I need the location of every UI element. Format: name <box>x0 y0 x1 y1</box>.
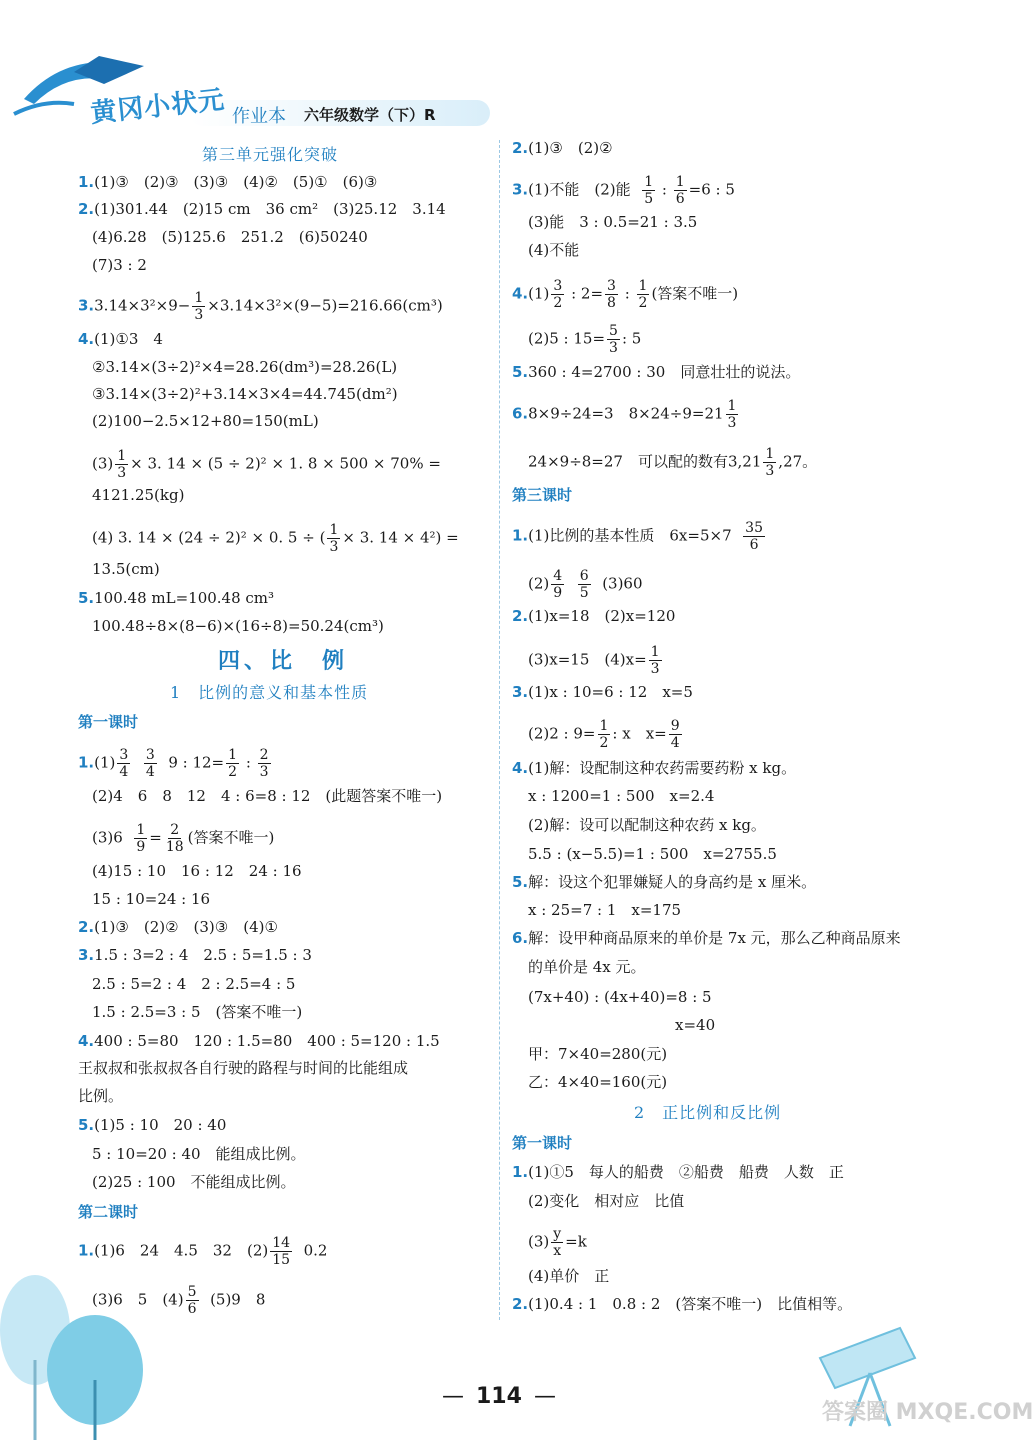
fraction: $\frac{5}{3}$ <box>609 323 618 356</box>
answer-text: (1)301.44 (2)15 cm 36 cm² (3)25.12 3.14 <box>94 200 446 218</box>
fraction: $\frac{1}{2}$ <box>228 747 238 780</box>
subsection-title: 2 正比例和反比例 <box>634 1103 782 1122</box>
question-number: 4. <box>78 1032 95 1050</box>
answer-line: 的单价是 4x 元。 <box>528 958 646 976</box>
question-number: 6. <box>512 404 529 423</box>
answer-line: 100.48÷8×(8−6)×(16÷8)=50.24(cm³) <box>92 617 384 635</box>
grade-label: 六年级数学（下）R <box>304 106 436 124</box>
fraction: $\frac{y}{x}$ <box>553 1226 562 1259</box>
answer-line: (3) $\frac{y}{x}$ =k <box>528 1226 587 1259</box>
question-number: 1. <box>78 1241 95 1260</box>
answer-line: 4121.25(kg) <box>92 486 185 504</box>
answer-line: (4)不能 <box>528 241 580 259</box>
fraction: $\frac{1}{3}$ <box>765 446 775 479</box>
fraction: $\frac{3}{2}$ <box>553 278 563 311</box>
answer-text: 1.5 : 3=2 : 4 2.5 : 5=1.5 : 3 <box>94 946 312 964</box>
fraction: $\frac{1}{2}$ <box>599 718 609 751</box>
page-number: 114 <box>476 1384 522 1409</box>
answer-line: (4)15 : 10 16 : 12 24 : 16 <box>92 862 302 880</box>
answer-line: 6.解：设甲种商品原来的单价是 7x 元，那么乙种商品原来 <box>512 929 901 947</box>
answer-line: 比例。 <box>78 1087 124 1105</box>
answer-line: 1.(1)6 24 4.5 32 (2) $\frac{14}{15}$ 0.2 <box>78 1235 328 1268</box>
question-number: 2. <box>78 200 95 218</box>
fraction: $\frac{9}{4}$ <box>670 718 680 751</box>
answer-text: 3.14×3²×9− <box>94 296 191 315</box>
question-number: 4. <box>512 759 529 777</box>
answer-line: (3)x=15 (4)x= $\frac{1}{3}$ <box>528 644 660 677</box>
answer-text: (1)③ (2)② <box>528 139 613 157</box>
product-name: 作业本 <box>232 106 286 127</box>
answer-line: 5.5 : (x−5.5)=1 : 500 x=2755.5 <box>528 845 777 863</box>
answer-line: (3)6 $\frac{1}{9}$ = $\frac{2}{18}$ (答案不唯一) <box>92 822 275 855</box>
watermark: 答案圈 MXQE.COM <box>822 1400 1033 1425</box>
question-number: 1. <box>512 1163 529 1181</box>
answer-line: x : 1200=1 : 500 x=2.4 <box>528 787 715 805</box>
answer-line <box>512 138 613 158</box>
fraction: $\frac{3}{4}$ <box>145 747 155 780</box>
answer-text: 400 : 5=80 120 : 1.5=80 400 : 5=120 : 1.5 <box>94 1032 440 1050</box>
question-number: 3. <box>78 946 95 964</box>
fraction: $\frac{5}{6}$ <box>187 1284 197 1317</box>
fraction: $\frac{1}{3}$ <box>194 290 204 323</box>
answer-line <box>78 588 274 608</box>
answer-line: (3) $\frac{1}{3}$ × 3. 14 × (5 ÷ 2)² × 1. 8 × 500 × 70% = <box>92 448 441 481</box>
page-number-row <box>442 1384 556 1409</box>
answer-line: 3.(1)不能 (2)能 $\frac{1}{5}$ : $\frac{1}{6}$ =6 : 5 <box>512 174 735 207</box>
fraction: $\frac{1}{3}$ <box>329 522 339 555</box>
answer-line: 1.(1) $\frac{3}{4}$ $\frac{3}{4}$ 9 : 12= $\frac{1}{2}$ : $\frac{2}{3}$ <box>78 747 269 780</box>
fraction: $\frac{35}{6}$ <box>745 520 763 553</box>
answer-text: 100.48 mL=100.48 cm³ <box>94 589 275 607</box>
answer-text: (1)5 : 10 20 : 40 <box>94 1116 227 1134</box>
answer-text: (1)①3 4 <box>94 330 163 348</box>
answer-line: 5.解：设这个犯罪嫌疑人的身高约是 x 厘米。 <box>512 873 817 891</box>
answer-line: (7)3 : 2 <box>92 256 147 274</box>
answer-line <box>78 199 446 219</box>
answer-line: 15 : 10=24 : 16 <box>92 890 211 908</box>
subsection-title: 1 比例的意义和基本性质 <box>170 683 369 702</box>
question-number: 1. <box>78 173 95 191</box>
answer-line: 1.(1)比例的基本性质 6x=5×7 $\frac{35}{6}$ <box>512 520 763 553</box>
answer-line: (2)4 6 8 12 4 : 6=8 : 12 (此题答案不唯一) <box>92 787 443 805</box>
fraction: $\frac{14}{15}$ <box>272 1235 291 1268</box>
tree-illustration-icon <box>0 1270 160 1440</box>
fraction: $\frac{2}{18}$ <box>165 822 184 855</box>
answer-line: 王叔叔和张叔叔各自行驶的路程与时间的比能组成 <box>78 1059 409 1077</box>
page-dash-right: — <box>533 1384 556 1409</box>
fraction: $\frac{1}{9}$ <box>136 822 146 855</box>
answer-line: 2.5 : 5=2 : 4 2 : 2.5=4 : 5 <box>92 975 296 993</box>
answer-line <box>78 1115 226 1135</box>
answer-line: (4) 3. 14 × (24 ÷ 2)² × 0. 5 ÷ ( $\frac{1}{3}$ × 3. 14 × 4²) = <box>92 522 459 555</box>
answer-line: 2.(1)x=18 (2)x=120 <box>512 607 676 625</box>
question-number: 5. <box>512 363 529 381</box>
fraction: $\frac{1}{2}$ <box>638 278 648 311</box>
lesson-heading: 第一课时 <box>512 1134 573 1152</box>
question-number: 4. <box>512 284 529 303</box>
answer-line: 4.(1)解：设配制这种农药需要药粉 x kg。 <box>512 759 797 777</box>
answer-line: 3.(1)x : 10=6 : 12 x=5 <box>512 683 693 701</box>
question-number: 3. <box>78 296 95 315</box>
answer-line: 1.(1)①5 每人的船费 ②船费 船费 人数 正 <box>512 1163 844 1181</box>
answer-line: (4)单价 正 <box>528 1267 610 1285</box>
answer-line: 6.8×9÷24=3 8×24÷9=21 $\frac{1}{3}$ <box>512 398 737 431</box>
section-title: 第三单元强化突破 <box>202 145 339 164</box>
brand-logo-text: 黄冈小状元 <box>89 85 227 129</box>
question-number: 4. <box>78 330 95 348</box>
answer-line <box>78 290 443 323</box>
answer-line <box>78 1031 440 1051</box>
answer-line: (7x+40) : (4x+40)=8 : 5 <box>528 988 712 1006</box>
question-number: 3. <box>512 683 529 701</box>
answer-text: ×3.14×3²×(9−5)=216.66(cm³) <box>207 296 443 315</box>
answer-text: (1)③ (2)② (3)③ (4)① <box>94 918 278 936</box>
answer-line: (2)100−2.5×12+80=150(mL) <box>92 412 319 430</box>
answer-line: 2.(1)0.4 : 1 0.8 : 2 (答案不唯一) 比值相等。 <box>512 1295 853 1313</box>
chapter-title: 四、比 例 <box>218 649 349 674</box>
question-number: 5. <box>78 1116 95 1134</box>
column-divider <box>499 140 500 1320</box>
lesson-heading: 第一课时 <box>78 713 139 731</box>
fraction: $\frac{3}{8}$ <box>607 278 616 311</box>
question-number: 6. <box>512 929 529 947</box>
question-number: 2. <box>512 139 529 157</box>
question-number: 2. <box>78 918 95 936</box>
answer-line: 13.5(cm) <box>92 560 160 578</box>
answer-line: 5 : 10=20 : 40 能组成比例。 <box>92 1145 306 1163</box>
answer-line: 乙：4×40=160(元) <box>528 1073 668 1091</box>
lesson-heading: 第三课时 <box>512 486 573 504</box>
question-number: 1. <box>78 753 95 772</box>
page-dash-left: — <box>442 1384 464 1409</box>
answer-line: (4)6.28 (5)125.6 251.2 (6)50240 <box>92 228 368 246</box>
answer-line: (2)变化 相对应 比值 <box>528 1192 685 1210</box>
fraction: $\frac{1}{3}$ <box>727 398 737 431</box>
answer-line <box>78 329 163 349</box>
answer-line: ③3.14×(3÷2)²+3.14×3×4=44.745(dm²) <box>92 385 398 403</box>
answer-line <box>78 945 312 965</box>
answer-line: ②3.14×(3÷2)²×4=28.26(dm³)=28.26(L) <box>92 358 398 376</box>
fraction: $\frac{3}{4}$ <box>119 747 129 780</box>
fraction: $\frac{1}{3}$ <box>117 448 127 481</box>
fraction: $\frac{1}{6}$ <box>675 174 685 207</box>
answer-line <box>78 917 278 937</box>
answer-line <box>78 172 377 192</box>
answer-text: 360 : 4=2700 : 30 同意壮壮的说法。 <box>528 363 801 381</box>
question-number: 2. <box>512 1295 529 1313</box>
answer-line: 24×9÷8=27 可以配的数有3,21 $\frac{1}{3}$ ,27。 <box>528 446 818 479</box>
answer-line: (3)6 5 (4) $\frac{5}{6}$ (5)9 8 <box>92 1284 266 1317</box>
answer-text: (1)③ (2)③ (3)③ (4)② (5)① (6)③ <box>94 173 378 191</box>
answer-line: (2)解：设可以配制这种农药 x kg。 <box>528 816 766 834</box>
fraction: $\frac{1}{5}$ <box>644 174 654 207</box>
lesson-heading: 第二课时 <box>78 1203 139 1221</box>
question-number: 1. <box>512 526 529 545</box>
answer-line: (2)5 : 15= $\frac{5}{3}$ : 5 <box>528 323 642 356</box>
answer-line: x : 25=7 : 1 x=175 <box>528 901 682 919</box>
answer-line: (2)2 : 9= $\frac{1}{2}$ : x x= $\frac{9}{4}$ <box>528 718 680 751</box>
answer-line: (3)能 3 : 0.5=21 : 3.5 <box>528 213 698 231</box>
answer-line: (2) $\frac{4}{9}$ $\frac{6}{5}$ (3)60 <box>528 568 643 601</box>
fraction: $\frac{4}{9}$ <box>553 568 563 601</box>
question-number: 5. <box>78 589 95 607</box>
fraction: $\frac{2}{3}$ <box>259 747 269 780</box>
fraction: $\frac{6}{5}$ <box>579 568 589 601</box>
question-number: 5. <box>512 873 529 891</box>
answer-line: 4.(1) $\frac{3}{2}$ : 2= $\frac{3}{8}$ : $\frac{1}{2}$ (答案不唯一) <box>512 278 739 311</box>
answer-line: 甲：7×40=280(元) <box>528 1045 668 1063</box>
answer-line <box>512 362 800 382</box>
question-number: 3. <box>512 180 529 199</box>
answer-line: 1.5 : 2.5=3 : 5 (答案不唯一) <box>92 1003 303 1021</box>
fraction: $\frac{1}{3}$ <box>650 644 660 677</box>
question-number: 2. <box>512 607 529 625</box>
answer-line: x=40 <box>675 1016 716 1034</box>
answer-line: (2)25 : 100 不能组成比例。 <box>92 1173 296 1191</box>
